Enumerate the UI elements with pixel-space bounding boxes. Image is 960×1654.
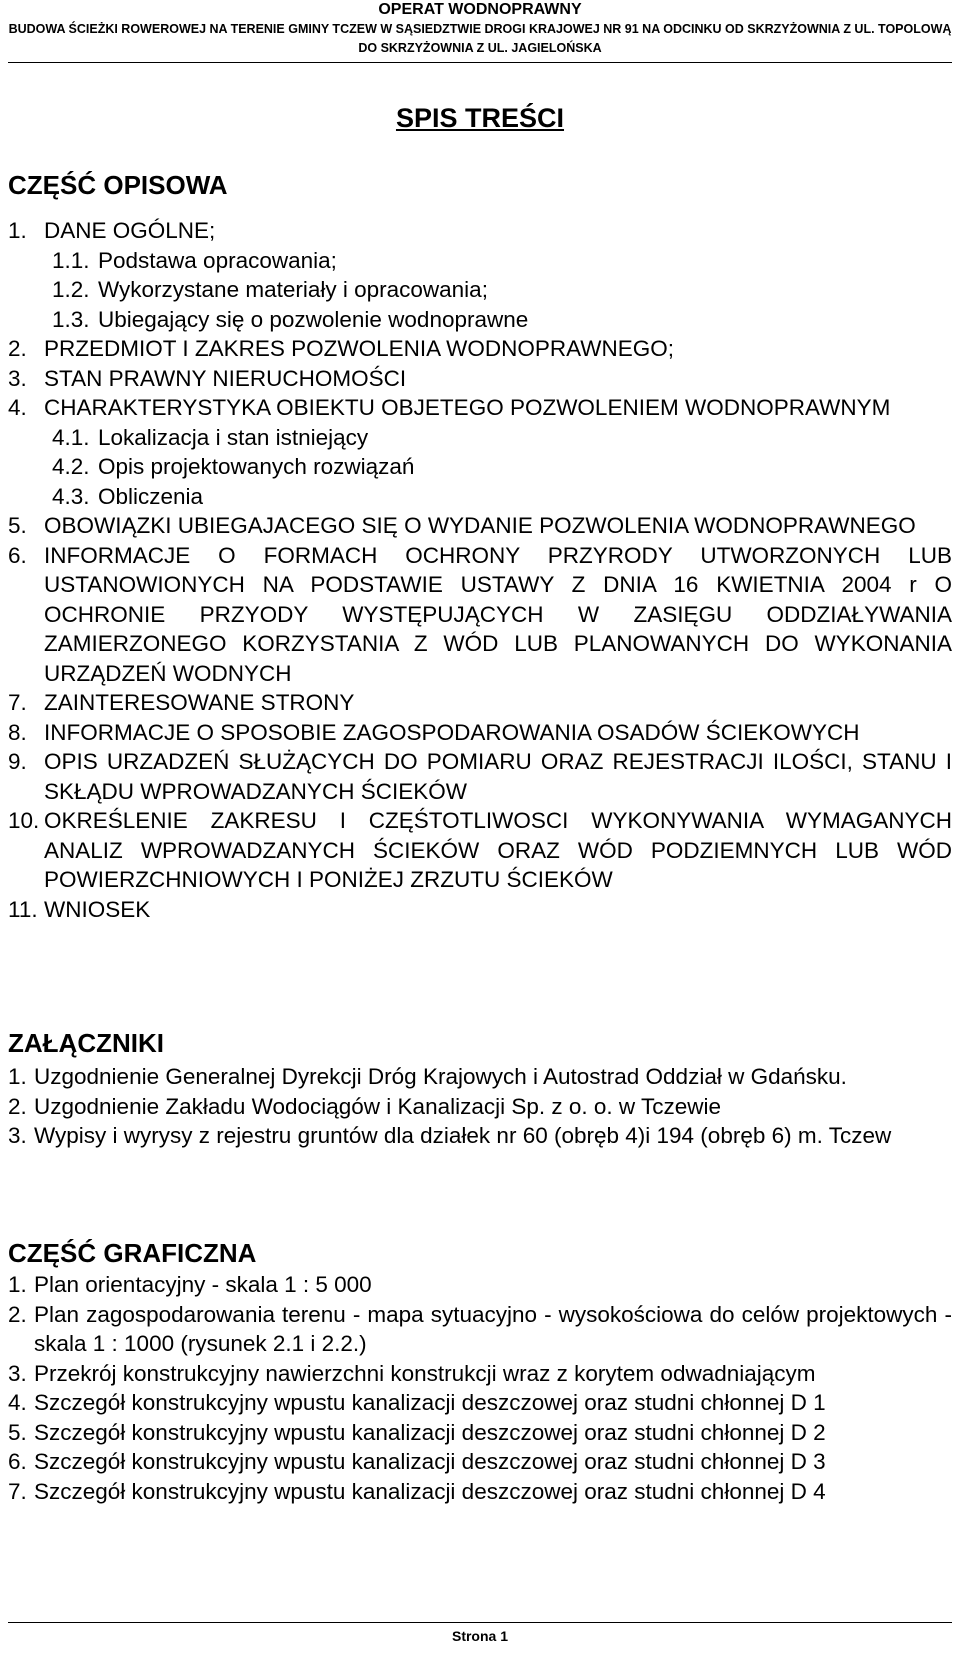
- toc-item-text: DANE OGÓLNE;: [44, 218, 216, 243]
- toc-item: [8, 482, 952, 512]
- toc-item: [8, 275, 952, 305]
- toc-item: [8, 423, 952, 453]
- section-heading-opisowa: CZĘŚĆ OPISOWA: [8, 170, 228, 200]
- toc-item-number: 2.: [8, 336, 27, 361]
- list-graficzna: [8, 1270, 952, 1506]
- list-item-text: Szczegół konstrukcyjny wpustu kanalizacji deszczowej oraz studni chłonnej D 2: [34, 1419, 826, 1445]
- toc-item: [8, 718, 952, 748]
- list-item-number: 3.: [8, 1123, 27, 1148]
- page-header: [0, 0, 960, 58]
- toc-item: [8, 688, 952, 718]
- toc-item-text: OBOWIĄZKI UBIEGAJACEGO SIĘ O WYDANIE POZWOLENIA WODNOPRAWNEGO: [44, 513, 916, 538]
- toc-item-number: 4.3.: [52, 483, 90, 509]
- list-item: [8, 1447, 952, 1477]
- toc-item-number: 11.: [8, 896, 38, 922]
- list-item-text: Szczegół konstrukcyjny wpustu kanalizacji deszczowej oraz studni chłonnej D 3: [34, 1449, 826, 1474]
- list-item-text: Uzgodnienie Zakładu Wodociągów i Kanalizacji Sp. z o. o. w Tczewie: [34, 1093, 722, 1119]
- toc-item-text: Opis projektowanych rozwiązań: [98, 454, 415, 479]
- toc-item: [8, 246, 952, 276]
- toc-item-number: 1.: [8, 218, 27, 243]
- toc-item: [8, 393, 952, 423]
- toc-item: [8, 452, 952, 482]
- toc-item-number: 7.: [8, 690, 27, 715]
- list-item-number: 6.: [8, 1449, 27, 1474]
- list-item: [8, 1300, 952, 1359]
- toc-title: SPIS TREŚCI: [395, 103, 565, 133]
- list-item: [8, 1418, 952, 1448]
- footer-rule: [8, 1622, 952, 1623]
- list-item-text: Przekrój konstrukcyjny nawierzchni konstrukcji wraz z korytem odwadniającym: [34, 1360, 816, 1386]
- list-item: [8, 1270, 952, 1300]
- toc-item-text: OPIS URZADZEŃ SŁUŻĄCYCH DO POMIARU ORAZ REJESTRACJI ILOŚCI, STANU I SKŁĄDU WPROWADZANYCH ŚCIEKÓW: [44, 749, 952, 804]
- list-item-number: 7.: [8, 1478, 27, 1504]
- list-item: [8, 1359, 952, 1389]
- toc-item-text: STAN PRAWNY NIERUCHOMOŚCI: [44, 365, 407, 391]
- list-item-number: 3.: [8, 1360, 27, 1386]
- list-item-number: 4.: [8, 1390, 27, 1415]
- list-item: [8, 1121, 952, 1151]
- toc-item-text: WNIOSEK: [44, 896, 151, 922]
- list-item-number: 1.: [8, 1272, 27, 1297]
- toc-item-number: 1.1.: [52, 247, 90, 273]
- toc-item: [8, 541, 952, 689]
- list-item: [8, 1388, 952, 1418]
- toc-item: [8, 511, 952, 541]
- toc-item-text: Obliczenia: [98, 483, 204, 509]
- toc-list-opisowa: [8, 216, 952, 924]
- toc-item-number: 10.: [8, 808, 40, 833]
- list-item: [8, 1062, 952, 1092]
- toc-item: [8, 334, 952, 364]
- toc-item-text: Podstawa opracowania;: [98, 247, 337, 273]
- toc-item-number: 1.2.: [52, 277, 90, 302]
- list-item: [8, 1092, 952, 1122]
- toc-item-text: PRZEDMIOT I ZAKRES POZWOLENIA WODNOPRAWNEGO;: [44, 336, 675, 361]
- toc-item-number: 8.: [8, 719, 27, 745]
- toc-item: [8, 747, 952, 806]
- toc-item-number: 6.: [8, 542, 27, 568]
- list-zalaczniki: [8, 1062, 952, 1151]
- header-rule: [8, 62, 952, 63]
- toc-item-text: OKREŚLENIE ZAKRESU I CZĘŚTOTLIWOSCI WYKONYWANIA WYMAGANYCH ANALIZ WPROWADZANYCH ŚCIEKÓW ORAZ WÓD PODZIEMNYCH LUB WÓD POWIERZCHNIOWYCH I PONIŻEJ ZRZUTU ŚCIEKÓW: [44, 808, 952, 892]
- toc-item-number: 1.3.: [52, 306, 90, 332]
- toc-item: [8, 216, 952, 246]
- list-item: [8, 1477, 952, 1507]
- toc-item-text: ZAINTERESOWANE STRONY: [44, 690, 355, 715]
- toc-item-text: Lokalizacja i stan istniejący: [98, 424, 369, 450]
- toc-item-number: 4.2.: [52, 454, 90, 479]
- toc-item: [8, 364, 952, 394]
- document-title: OPERAT WODNOPRAWNY: [378, 1, 582, 18]
- list-item-number: 5.: [8, 1419, 27, 1445]
- section-heading-zalaczniki: ZAŁĄCZNIKI: [8, 1028, 164, 1058]
- toc-item-text: Ubiegający się o pozwolenie wodnoprawne: [98, 306, 529, 332]
- toc-item-text: CHARAKTERYSTYKA OBIEKTU OBJETEGO POZWOLENIEM WODNOPRAWNYM: [44, 395, 891, 420]
- document-subtitle: BUDOWA ŚCIEŻKI ROWEROWEJ NA TERENIE GMINY TCZEW W SĄSIEDZTWIE DROGI KRAJOWEJ NR 91 NA ODCINKU OD SKRZYŻOWNIA Z UL. TOPOLOWĄ DO SKRZYŻOWNIA Z UL. JAGIELOŃSKA: [8, 22, 952, 55]
- list-item-text: Plan orientacyjny - skala 1 : 5 000: [34, 1272, 372, 1297]
- list-item-text: Uzgodnienie Generalnej Dyrekcji Dróg Krajowych i Autostrad Oddział w Gdańsku.: [34, 1064, 847, 1089]
- toc-item-text: INFORMACJE O FORMACH OCHRONY PRZYRODY UTWORZONYCH LUB USTANOWIONYCH NA PODSTAWIE USTAWY Z DNIA 16 KWIETNIA 2004 r O OCHRONIE PRZYODY WYSTĘPUJĄCYCH W ZASIĘGU ODDZIAŁYWANIA ZAMIERZONEGO KORZYSTANIA Z WÓD LUB PLANOWANYCH DO WYKONANIA URZĄDZEŃ WODNYCH: [44, 542, 952, 686]
- list-item-text: Plan zagospodarowania terenu - mapa sytuacyjno - wysokościowa do celów projektowych - skala 1 : 1000 (rysunek 2.1 i 2.2.): [34, 1301, 952, 1356]
- toc-item: [8, 305, 952, 335]
- page-number: Strona 1: [451, 1628, 508, 1644]
- list-item-number: 1.: [8, 1064, 27, 1089]
- toc-item-number: 3.: [8, 365, 27, 391]
- list-item-text: Szczegół konstrukcyjny wpustu kanalizacji deszczowej oraz studni chłonnej D 4: [34, 1478, 826, 1504]
- list-item-number: 2.: [8, 1093, 27, 1119]
- toc-item-text: Wykorzystane materiały i opracowania;: [98, 277, 488, 302]
- toc-item-text: INFORMACJE O SPOSOBIE ZAGOSPODAROWANIA OSADÓW ŚCIEKOWYCH: [44, 719, 860, 745]
- toc-item-number: 4.: [8, 395, 27, 420]
- toc-item-number: 4.1.: [52, 424, 90, 450]
- section-heading-graficzna: CZĘŚĆ GRAFICZNA: [8, 1238, 257, 1268]
- toc-item-number: 5.: [8, 513, 27, 538]
- list-item-number: 2.: [8, 1301, 27, 1327]
- toc-item-number: 9.: [8, 749, 27, 774]
- list-item-text: Szczegół konstrukcyjny wpustu kanalizacji deszczowej oraz studni chłonnej D 1: [34, 1390, 826, 1415]
- toc-item: [8, 806, 952, 895]
- list-item-text: Wypisy i wyrysy z rejestru gruntów dla działek nr 60 (obręb 4)i 194 (obręb 6) m. Tczew: [34, 1123, 892, 1148]
- toc-item: [8, 895, 952, 925]
